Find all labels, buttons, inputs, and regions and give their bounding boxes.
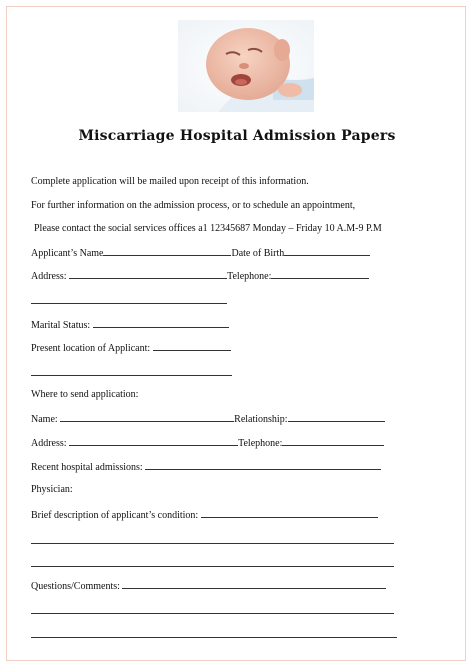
applicant-name-label: Applicant’s Name [31, 248, 104, 259]
date-of-birth-label: Date of Birth [231, 248, 285, 259]
recipient-name-row [31, 412, 385, 426]
questions-field[interactable] [122, 579, 386, 589]
intro-line-3: Please contact the social services offices a1 12345687 Monday – Friday 10 A.M-9 P.M [34, 223, 382, 234]
questions-line-2[interactable] [31, 637, 397, 638]
marital-status-field[interactable] [93, 318, 229, 328]
where-to-send-heading: Where to send application: [31, 389, 139, 400]
relationship-label: Relationship: [234, 414, 288, 425]
questions-label: Questions/Comments: [31, 581, 120, 592]
recipient-address-label: Address: [31, 438, 67, 449]
questions-row [31, 579, 386, 593]
baby-photo [178, 20, 314, 112]
recent-admissions-field[interactable] [145, 460, 381, 470]
telephone-label: Telephone: [227, 271, 272, 282]
present-location-label: Present location of Applicant: [31, 343, 151, 354]
recipient-address-row [31, 436, 384, 450]
recipient-telephone-label: Telephone: [238, 438, 283, 449]
description-line-1[interactable] [31, 543, 394, 544]
address-continuation-line[interactable] [31, 303, 227, 304]
intro-line-1: Complete application will be mailed upon receipt of this information. [31, 176, 309, 187]
physician-label: Physician: [31, 484, 73, 495]
form-title: Miscarriage Hospital Admission Papers [78, 128, 396, 144]
brief-description-field[interactable] [201, 508, 378, 518]
relationship-field[interactable] [288, 412, 385, 422]
marital-status-label: Marital Status: [31, 320, 91, 331]
address-label: Address: [31, 271, 67, 282]
present-location-continuation-line[interactable] [31, 375, 232, 376]
recent-admissions-row [31, 460, 381, 474]
applicant-name-row [31, 246, 370, 260]
recipient-name-label: Name: [31, 414, 58, 425]
address-field[interactable] [69, 269, 227, 279]
present-location-row [31, 341, 231, 355]
marital-status-row [31, 318, 229, 332]
applicant-name-field[interactable] [103, 246, 231, 256]
questions-line-1[interactable] [31, 613, 394, 614]
recipient-name-field[interactable] [60, 412, 234, 422]
description-line-2[interactable] [31, 566, 394, 567]
intro-line-2: For further information on the admission process, or to schedule an appointment, [31, 200, 356, 211]
telephone-field[interactable] [271, 269, 369, 279]
recent-admissions-label: Recent hospital admissions: [31, 462, 143, 473]
recipient-telephone-field[interactable] [282, 436, 384, 446]
brief-description-row [31, 508, 378, 522]
present-location-field[interactable] [153, 341, 231, 351]
brief-description-label: Brief description of applicant’s condition: [31, 510, 199, 521]
address-row [31, 269, 369, 283]
recipient-address-field[interactable] [69, 436, 238, 446]
date-of-birth-field[interactable] [284, 246, 370, 256]
